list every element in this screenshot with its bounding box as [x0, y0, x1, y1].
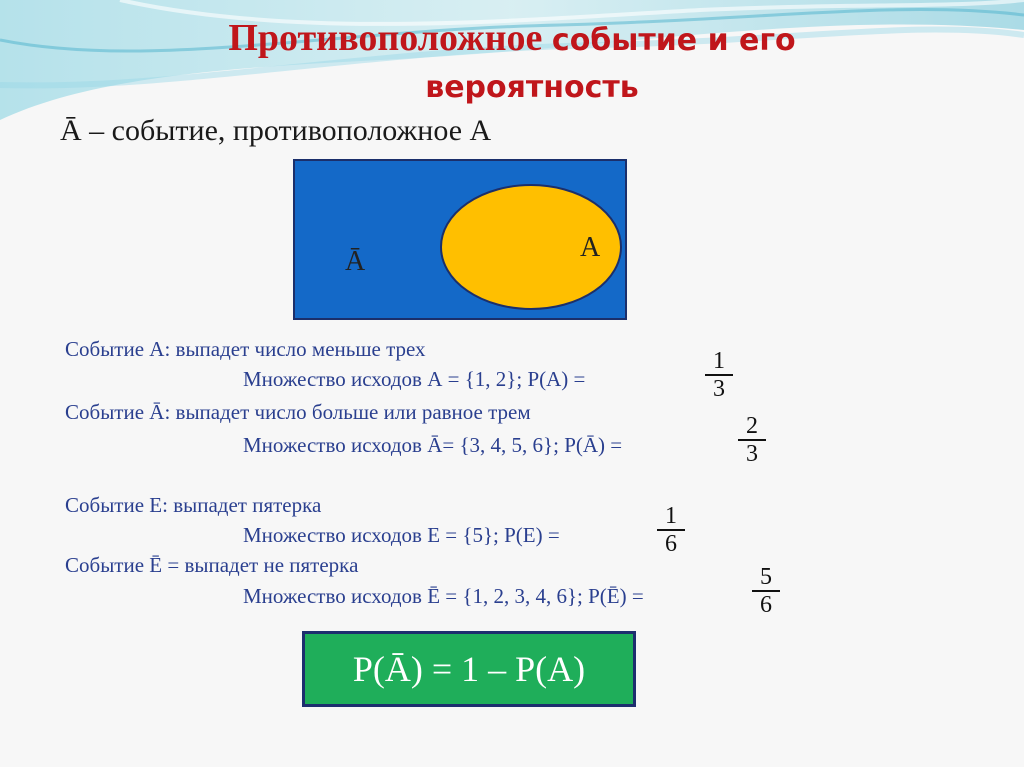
fraction-numerator: 5	[760, 564, 772, 590]
event-a-outcomes: Множество исходов А = {1, 2}; P(A) =	[243, 367, 586, 391]
fraction-denominator: 3	[713, 376, 725, 402]
event-not-e-outcomes: Множество исходов Ē = {1, 2, 3, 4, 6}; P(Ē) =	[243, 584, 644, 608]
event-not-e-text: Событие Ē = выпадет не пятерка	[65, 553, 359, 577]
venn-outer-label: Ā	[345, 246, 366, 277]
venn-inner-label: A	[580, 232, 601, 263]
fraction-numerator: 2	[746, 413, 758, 439]
fraction-denominator: 3	[746, 441, 758, 467]
formula-box	[302, 631, 636, 707]
fraction-p-e	[657, 504, 685, 556]
formula-text: P(Ā) = 1 – P(A)	[352, 649, 586, 689]
title-main-word: Противоположное	[228, 17, 543, 59]
fraction-numerator: 1	[713, 348, 725, 374]
fraction-numerator: 1	[665, 503, 677, 529]
event-a-text: Событие А: выпадет число меньше трех	[65, 337, 426, 361]
event-e-text: Событие Е: выпадет пятерка	[65, 493, 322, 517]
fraction-denominator: 6	[665, 531, 677, 557]
slide-title-line-2: вероятность	[425, 70, 639, 105]
event-not-a-text: Событие Ā: выпадет число больше или равное трем	[65, 400, 531, 424]
fraction-p-not-e	[752, 565, 780, 617]
definition-text: Ā – событие, противоположное А	[60, 114, 492, 147]
title-rest: событие и его	[551, 23, 796, 58]
fraction-p-not-a	[738, 414, 766, 466]
fraction-p-a	[705, 349, 733, 401]
event-e-outcomes: Множество исходов Е = {5}; P(E) =	[243, 523, 560, 547]
event-not-a-outcomes: Множество исходов Ā= {3, 4, 5, 6}; P(Ā) =	[243, 433, 623, 457]
fraction-denominator: 6	[760, 592, 772, 618]
slide-title-line-1	[0, 16, 1024, 60]
